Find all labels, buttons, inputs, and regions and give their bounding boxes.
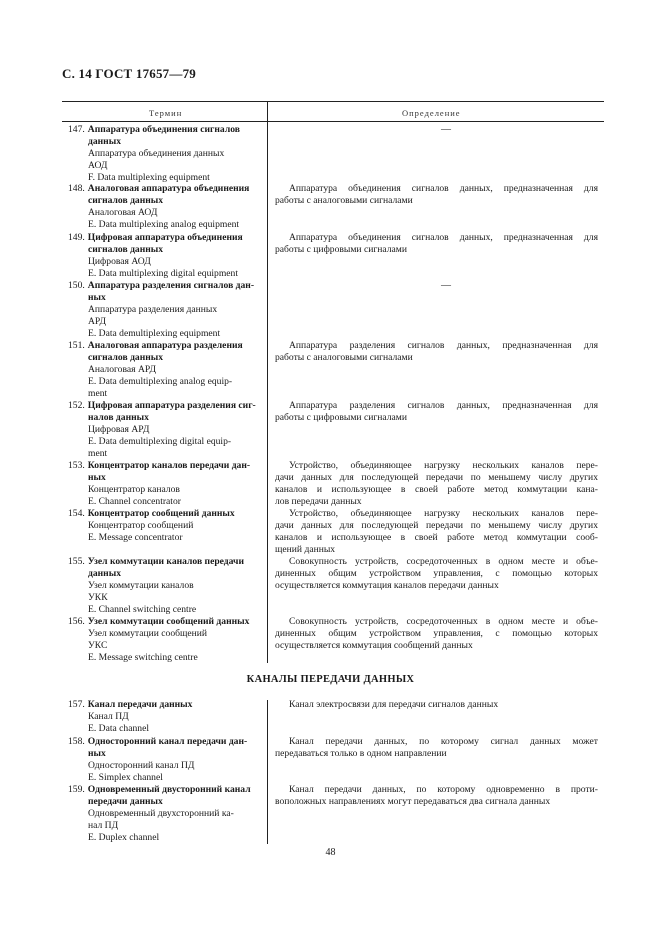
definition-cell xyxy=(275,616,598,652)
term-name-line xyxy=(68,699,264,711)
term-name-line xyxy=(68,280,264,292)
definition-cell xyxy=(275,400,598,424)
term-cell xyxy=(68,616,264,664)
term-name-line xyxy=(68,340,264,352)
term-synonym-line: E. Channel switching centre xyxy=(88,603,197,615)
definition-line: работы с цифровыми сигналами xyxy=(275,411,408,423)
term-cell xyxy=(68,183,264,231)
term-cell xyxy=(68,508,264,544)
term-cell xyxy=(68,400,264,460)
definition-cell xyxy=(275,508,598,556)
term-name-line xyxy=(68,400,264,412)
column-header-definition: Определение xyxy=(402,108,461,118)
term-name-text: Одновременный двусторонний канал xyxy=(87,784,251,795)
definition-cell xyxy=(275,183,598,207)
term-synonym-line: ment xyxy=(88,447,108,459)
term-cell xyxy=(68,699,264,735)
term-name-text: Канал передачи данных xyxy=(87,699,193,710)
definition-line: Устройство, объединяющее нагрузку нескольких каналов пере- xyxy=(289,508,598,519)
definition-line: каналов и использующее в своей работе метод коммутации сооб- xyxy=(275,531,598,543)
term-name-text: Цифровая аппаратура разделения сиг- xyxy=(87,400,256,411)
term-number: 149. xyxy=(68,232,85,243)
term-synonym-line: Концентратор каналов xyxy=(88,483,180,495)
term-cell xyxy=(68,340,264,400)
page-number: 48 xyxy=(325,847,336,858)
definition-cell xyxy=(275,340,598,364)
definition-line: щений данных xyxy=(275,543,336,555)
table-top-rule xyxy=(62,101,604,102)
term-name-line xyxy=(68,232,264,244)
term-name-line xyxy=(68,508,264,520)
definition-dash: — xyxy=(441,124,451,135)
definition-line: Канал передачи данных, по которому сигнал данных может xyxy=(289,736,598,747)
term-synonym-line: Узел коммутации каналов xyxy=(88,579,194,591)
term-name-line xyxy=(68,616,264,628)
definition-line: осуществляется коммутация сообщений данных xyxy=(275,639,473,651)
term-cell xyxy=(68,280,264,340)
term-synonym-line: E. Message concentrator xyxy=(88,531,183,543)
definition-line: работы с цифровыми сигналами xyxy=(275,243,408,255)
term-name-text: Аппаратура объединения сигналов xyxy=(87,124,240,135)
term-number: 152. xyxy=(68,400,85,411)
term-number: 151. xyxy=(68,340,85,351)
definition-line: осуществляется коммутация каналов передачи данных xyxy=(275,579,499,591)
term-synonym-line: Цифровая АОД xyxy=(88,255,151,267)
term-name-line: сигналов данных xyxy=(88,351,164,363)
term-cell xyxy=(68,460,264,508)
term-name-line: сигналов данных xyxy=(88,194,164,206)
definition-line: диненных общим устройством управления, с помощью которых xyxy=(275,567,598,579)
term-synonym-line: АРД xyxy=(88,315,107,327)
definition-line: Аппаратура разделения сигналов данных, предназначенная для xyxy=(289,340,598,351)
definition-line: Аппаратура объединения сигналов данных, предназначенная для xyxy=(289,232,598,243)
term-cell xyxy=(68,556,264,616)
term-synonym-line: E. Data channel xyxy=(88,722,149,734)
definition-cell xyxy=(275,736,598,760)
definition-line: работы с аналоговыми сигналами xyxy=(275,351,413,363)
term-synonym-line: Односторонний канал ПД xyxy=(88,759,195,771)
table-header-rule xyxy=(62,121,604,122)
term-number: 147. xyxy=(68,124,85,135)
term-number: 158. xyxy=(68,736,85,747)
term-synonym-line: Аналоговая АОД xyxy=(88,206,158,218)
term-name-line xyxy=(68,556,264,568)
definition-line: воположных направлениях могут передаваться два сигнала данных xyxy=(275,795,551,807)
term-number: 157. xyxy=(68,699,85,710)
section-title: КАНАЛЫ ПЕРЕДАЧИ ДАННЫХ xyxy=(246,674,415,685)
term-name-line: ных xyxy=(88,747,106,759)
term-synonym-line: E. Channel concentrator xyxy=(88,495,181,507)
term-name-text: Аппаратура разделения сигналов дан- xyxy=(87,280,255,291)
term-name-text: Узел коммутации каналов передачи xyxy=(87,556,244,567)
term-number: 148. xyxy=(68,183,85,194)
definition-line: диненных общим устройством управления, с помощью которых xyxy=(275,627,598,639)
term-number: 155. xyxy=(68,556,85,567)
definition-cell xyxy=(275,232,598,256)
column-divider xyxy=(267,121,268,663)
term-synonym-line: E. Simplex channel xyxy=(88,771,163,783)
term-name-line xyxy=(68,784,264,796)
definition-line: Совокупность устройств, сосредоточенных в одном месте и объе- xyxy=(289,616,598,627)
term-number: 154. xyxy=(68,508,85,519)
term-name-line: передачи данных xyxy=(88,795,163,807)
term-name-text: Узел коммутации сообщений данных xyxy=(87,616,250,627)
definition-line: Совокупность устройств, сосредоточенных в одном месте и объе- xyxy=(289,556,598,567)
column-divider-2 xyxy=(267,700,268,844)
term-synonym-line: E. Message switching centre xyxy=(88,651,198,663)
term-name-text: Концентратор каналов передачи дан- xyxy=(87,460,251,471)
term-synonym-line: Одновременный двухсторонний ка- xyxy=(88,807,234,819)
definition-dash: — xyxy=(441,280,451,291)
term-synonym-line: АОД xyxy=(88,159,108,171)
term-synonym-line: Концентратор сообщений xyxy=(88,519,194,531)
term-synonym-line: Аналоговая АРД xyxy=(88,363,157,375)
term-number: 159. xyxy=(68,784,85,795)
term-synonym-line: ment xyxy=(88,387,108,399)
term-synonym-line: F. Data multiplexing equipment xyxy=(88,171,210,183)
definition-line: передаваться только в одном направлении xyxy=(275,747,447,759)
term-name-text: Аналоговая аппаратура разделения xyxy=(87,340,243,351)
term-name-line: данных xyxy=(88,135,121,147)
definition-line: каналов и использующее в своей работе метод коммутации кана- xyxy=(275,483,598,495)
term-name-text: Цифровая аппаратура объединения xyxy=(87,232,243,243)
term-synonym-line: Узел коммутации сообщений xyxy=(88,627,208,639)
definition-line: дачи данных для последующей передачи по меньшему числу других xyxy=(275,519,598,531)
definition-line: работы с аналоговыми сигналами xyxy=(275,194,413,206)
term-number: 153. xyxy=(68,460,85,471)
page-header: С. 14 ГОСТ 17657—79 xyxy=(62,66,196,81)
term-synonym-line: Цифровая АРД xyxy=(88,423,150,435)
definition-line: Канал электросвязи для передачи сигналов данных xyxy=(289,699,499,710)
header-divider xyxy=(267,101,268,121)
term-synonym-line: Аппаратура разделения данных xyxy=(88,303,218,315)
term-name-line: сигналов данных xyxy=(88,243,164,255)
term-synonym-line: E. Duplex channel xyxy=(88,831,160,843)
definition-line: Аппаратура разделения сигналов данных, предназначенная для xyxy=(289,400,598,411)
term-name-line: ных xyxy=(88,471,106,483)
term-cell xyxy=(68,784,264,844)
term-number: 156. xyxy=(68,616,85,627)
term-synonym-line: УКК xyxy=(88,591,108,603)
term-name-line: ных xyxy=(88,291,106,303)
definition-line: Аппаратура объединения сигналов данных, предназначенная для xyxy=(289,183,598,194)
definition-cell xyxy=(275,460,598,508)
term-synonym-line: E. Data multiplexing digital equipment xyxy=(88,267,239,279)
definition-line: Канал передачи данных, по которому одновременно в проти- xyxy=(289,784,598,795)
term-name-text: Аналоговая аппаратура объединения xyxy=(87,183,250,194)
definition-cell xyxy=(275,556,598,592)
definition-line: лов передачи данных xyxy=(275,495,362,507)
column-header-term: Термин xyxy=(149,108,183,118)
term-name-line xyxy=(68,460,264,472)
term-name-line: налов данных xyxy=(88,411,149,423)
term-name-text: Односторонний канал передачи дан- xyxy=(87,736,248,747)
term-number: 150. xyxy=(68,280,85,291)
term-cell xyxy=(68,232,264,280)
term-synonym-line: E. Data demultiplexing digital equip- xyxy=(88,435,232,447)
term-synonym-line: нал ПД xyxy=(88,819,119,831)
definition-line: дачи данных для последующей передачи по меньшему числу других xyxy=(275,471,598,483)
term-synonym-line: E. Data demultiplexing analog equip- xyxy=(88,375,233,387)
definition-cell xyxy=(275,699,598,711)
definition-line: Устройство, объединяющее нагрузку нескольких каналов пере- xyxy=(289,460,598,471)
term-synonym-line: E. Data multiplexing analog equipment xyxy=(88,218,240,230)
term-name-text: Концентратор сообщений данных xyxy=(87,508,235,519)
term-name-line: данных xyxy=(88,567,121,579)
term-synonym-line: Аппаратура объединения данных xyxy=(88,147,225,159)
definition-cell xyxy=(275,784,598,808)
term-synonym-line: Канал ПД xyxy=(88,710,129,722)
term-synonym-line: УКС xyxy=(88,639,108,651)
term-cell xyxy=(68,124,264,184)
term-name-line xyxy=(68,736,264,748)
term-name-line xyxy=(68,124,264,136)
term-name-line xyxy=(68,183,264,195)
term-cell xyxy=(68,736,264,784)
term-synonym-line: E. Data demultiplexing equipment xyxy=(88,327,221,339)
